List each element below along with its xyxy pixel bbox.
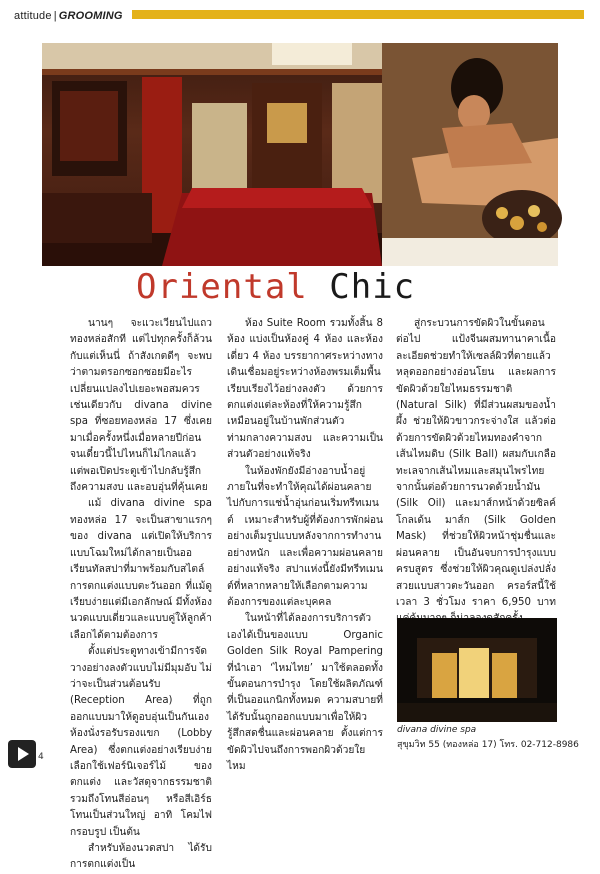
header-accent-bar — [132, 10, 584, 19]
spa-room-photo — [42, 43, 382, 266]
article-column-1 — [70, 316, 212, 871]
page-number: 4 — [38, 752, 44, 762]
paragraph: ในหน้าที่ได้ลองการบริการตัวเองได้เป็นของแบบ Organic Golden Silk Royal Pampering ที่นำเอา ‘ไหมไทย’ มาใช้ตลอดทั้งขั้นตอนการบำรุง โดยใช้ผลิตภัณฑ์ที่เป็นออแกนิกทั้งหมด ความสบายที่ได้รับนั้นถูกออกแบบมาเพื่อให้ผิวรู้สึกสดชื่นและผ่อนคลาย ตั้งแต่การขัดผิวไปจนถึงการพอกผิวด้วยใยไหม — [227, 613, 383, 772]
section-name: GROOMING — [58, 10, 123, 22]
paragraph: นานๆ จะแวะเวียนไปแถวทองหล่อสักที แต่ไปทุกครั้งก็ล้วนกับแต่เห็นนี่ ถ้าสังเกตดีๆ จะพบว่าตามตรอกซอกซอยมีอะไรเปลี่ยนแปลงไปเยอะพอสมควร เช่นเดียวกับ divana divine spa ที่ซอยทองหล่อ 17 ซึ่งเคยมาเมื่อครั้งหนึ่งเมื่อหลายปีก่อน จนเดี๋ยวนี้ไปไหนก็ไม่ไกลแล้ว แต่พอเปิดประตูเข้าไปกลับรู้สึกถึงความสงบ และอบอุ่นที่คุ้นเคย — [70, 318, 212, 494]
title-word-chic: Chic — [329, 267, 416, 307]
paragraph: ในห้องพักยังมีอ่างอาบน้ำอยู่ภายในที่จะทำให้คุณได้ผ่อนคลายไปกับการแช่น้ำอุ่นก่อนเริ่มทรีทเมนต์ เหมาะสำหรับผู้ที่ต้องการพักผ่อนอย่างเต็มรูปแบบหลังจากการทำงานอย่างหนัก และเพื่อความผ่อนคลายอย่างแท้จริง สปาแห่งนี้ยังมีทรีทเมนต์ที่หลากหลายให้เลือกตามความต้องการของแต่ละบุคคล — [227, 465, 383, 608]
article-column-2 — [227, 316, 383, 772]
spa-exterior-photo — [397, 618, 557, 722]
spa-name-caption: divana divine spa — [397, 725, 477, 735]
title-word-oriental: Oriental — [136, 267, 308, 307]
article-title — [136, 267, 415, 307]
article-column-3 — [396, 316, 556, 616]
play-icon[interactable] — [8, 740, 36, 768]
magazine-name: attitude — [14, 10, 52, 22]
massage-photo — [382, 43, 558, 266]
paragraph: สู่กระบวนการขัดผิวในขั้นตอนต่อไป แป้งจีนผสมทานาคาเนื้อละเอียดช่วยทำให้เซลล์ผิวที่ตายแล้วหลุดออกอย่างอ่อนโยน และผลการขัดผิวด้วยใยไหมธรรมชาติ (Natural Silk) ที่มีส่วนผสมของน้ำผึ้ง ช่วยให้ผิวขาวกระจ่างใส แล้วต่อด้วยการขัดผิวด้วยไหมทองคำจากเส้นไหมดิบ (Silk Ball) ผสมกับเกลือทะเลจากเส้นไหมและสมุนไพรไทย จากนั้นต่อด้วยการนวดด้วยน้ำมัน (Silk Oil) และมาส์กหน้าด้วยซิลค์โกลเด้น มาส์ก (Silk Golden Mask) ที่ช่วยให้ผิวหน้าชุ่มชื่นและผ่อนคลาย เป็นอันจบการบำรุงแบบครบสูตร ซึ่งช่วยให้ผิวคุณดูเปล่งปลั่ง สวยแบบสาวตะวันออก ครอร์สนี้ใช้เวลา 3 ชั่วโมง ราคา 6,950 บาท — [396, 318, 556, 608]
paragraph: สำหรับห้องนวดสปา ได้รับการตกแต่งเป็น — [70, 843, 212, 871]
paragraph: ตั้งแต่ประตูทางเข้ามีการจัดวางอย่างลงตัวแบบไม่มีมุมอับ ไม่ว่าจะเป็นส่วนต้อนรับ (Reception Area) ที่ถูกออกแบบมาให้ดูอบอุ่นเป็นกันเอง ห้องนั่งรอรับรองแขก (Lobby Area) ซึ่งตกแต่งอย่างเรียบง่ายเลือกใช้เฟอร์นิเจอร์ไม้ ของตกแต่ง และวัสดุจากธรรมชาติ รวมถึงโทนสีอ่อนๆ หรือสีเอิร์ธโทนเป็นส่วนใหญ่ อาทิ โคมไฟ กรอบรูป เป็นต้น — [70, 646, 212, 838]
header-separator: | — [53, 10, 57, 22]
section-label — [14, 10, 123, 22]
page-header — [0, 0, 600, 40]
paragraph: ห้อง Suite Room รวมทั้งสิ้น 8 ห้อง แบ่งเป็นห้องคู่ 4 ห้อง และห้องเดี่ยว 4 ห้อง บรรยากาศระหว่างทางเดินเชื่อมอยู่ระหว่างห้องพรมเต็มพื้นเรียบเรียงไว้อย่างลงตัว ด้วยการตกแต่งแต่ละห้องที่ให้ความรู้สึกเหมือนอยู่ในบ้านพักส่วนตัวท่ามกลางความสงบ และความเป็นส่วนตัวอย่างแท้จริง — [227, 318, 383, 461]
spa-address-caption: สุขุมวิท 55 (ทองหล่อ 17) โทร. 02-712-8986 — [397, 740, 579, 750]
paragraph: แม้ divana divine spa ทองหล่อ 17 จะเป็นสาขาแรกๆ ของ divana แต่เปิดให้บริการแบบโฉมใหม่ได้กลายเป็นออเรียนทัลสปาที่มาพร้อมกับสไตล์การตกแต่งแบบตะวันออก ที่แม้ดูเรียบง่ายแต่มีเอกลักษณ์ มีทั้งห้องนวดแบบเดี่ยวและแบบคู่ให้ลูกค้าเลือกได้ตามต้องการ — [70, 498, 212, 641]
